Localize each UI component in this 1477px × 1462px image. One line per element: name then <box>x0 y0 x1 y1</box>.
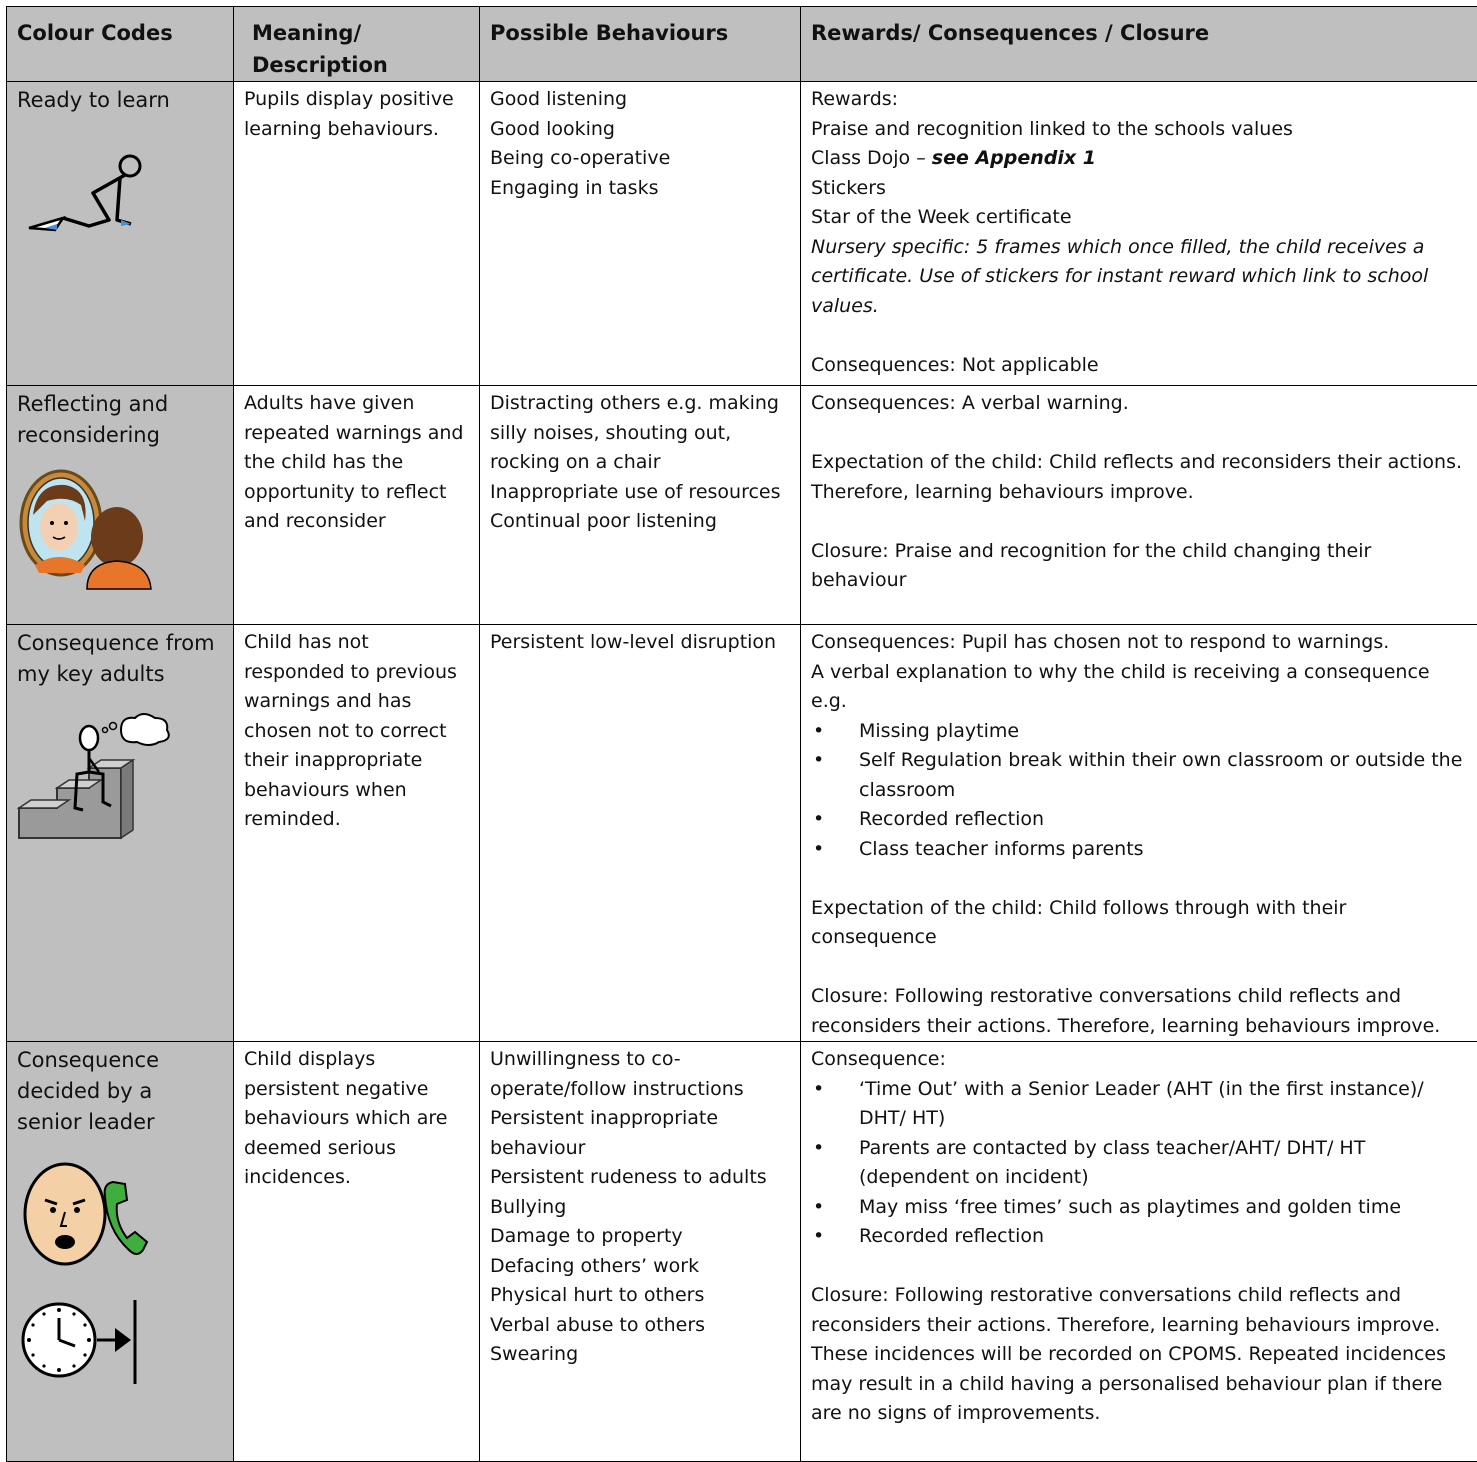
colour-code-cell <box>7 1042 234 1462</box>
closure-text: Closure: Following restorative conversations child reflects and reconsiders their actions. Therefore, learning behaviours improve. <box>811 982 1467 1041</box>
consequence-heading: Consequence: <box>811 1045 1467 1075</box>
behaviours-cell <box>480 1042 801 1462</box>
meaning-cell: Child has not responded to previous warnings and has chosen not to correct their inappropriate behaviours when reminded. <box>234 625 480 1042</box>
behaviour-item: Persistent rudeness to adults <box>490 1163 790 1193</box>
list-item: • ‘Time Out’ with a Senior Leader (AHT (in the first instance)/ DHT/ HT) <box>849 1075 1467 1134</box>
table-row <box>7 82 1477 386</box>
consequence-text: Consequences: A verbal warning. <box>811 389 1467 419</box>
colour-code-cell <box>7 82 234 386</box>
list-item: • Self Regulation break within their own classroom or outside the classroom <box>849 746 1467 805</box>
thinking-on-steps-icon <box>17 712 177 842</box>
behaviour-item: Persistent inappropriate behaviour <box>490 1104 790 1163</box>
explanation-text: A verbal explanation to why the child is receiving a consequence e.g. <box>811 658 1467 717</box>
table-row <box>7 1042 1477 1462</box>
colour-code-cell <box>7 625 234 1042</box>
colour-code-label: Reflecting and reconsidering <box>17 389 223 451</box>
behaviours-cell <box>480 386 801 625</box>
rewards-heading: Rewards: <box>811 85 1467 115</box>
list-item: • Recorded reflection <box>849 1222 1467 1252</box>
behaviour-table <box>6 6 1477 1462</box>
header-row <box>7 7 1477 82</box>
mirror-reflection-icon <box>17 465 157 590</box>
behaviour-item: Damage to property <box>490 1222 790 1252</box>
header-colour-codes: Colour Codes <box>7 7 234 82</box>
meaning-cell: Adults have given repeated warnings and the child has the opportunity to reflect and reconsider <box>234 386 480 625</box>
consequence-text: Consequences: Pupil has chosen not to respond to warnings. <box>811 628 1467 658</box>
behaviour-item: Defacing others’ work <box>490 1252 790 1282</box>
closure-text: Closure: Following restorative conversations child reflects and reconsiders their actions. Therefore, learning behaviours improve. These incidences will be recorded on CPOMS. Repeated incidences may result in a child having a personalised behaviour plan if there are no signs of improvements. <box>811 1281 1467 1429</box>
appendix-reference: see Appendix 1 <box>932 147 1096 169</box>
list-item: • May miss ‘free times’ such as playtimes and golden time <box>849 1193 1467 1223</box>
list-item: • Missing playtime <box>849 717 1467 747</box>
crouching-runner-icon <box>17 138 157 238</box>
reward-item: Star of the Week certificate <box>811 203 1467 233</box>
list-item: • Recorded reflection <box>849 805 1467 835</box>
closure-text: Closure: Praise and recognition for the child changing their behaviour <box>811 537 1467 596</box>
expectation-text: Expectation of the child: Child reflects and reconsiders their actions. Therefore, learning behaviours improve. <box>811 448 1467 507</box>
header-behaviours: Possible Behaviours <box>480 7 801 82</box>
meaning-cell: Pupils display positive learning behaviours. <box>234 82 480 386</box>
behaviour-item: Unwillingness to co-operate/follow instructions <box>490 1045 790 1104</box>
header-meaning: Meaning/ Description <box>234 7 480 82</box>
rewards-cell <box>801 625 1477 1042</box>
nursery-note: Nursery specific: 5 frames which once filled, the child receives a certificate. Use of stickers for instant reward which link to school values. <box>811 233 1467 322</box>
behaviour-item: Being co-operative <box>490 144 790 174</box>
behaviour-item: Persistent low-level disruption <box>490 628 790 658</box>
phone-call-face-icon <box>17 1160 157 1270</box>
behaviour-item: Distracting others e.g. making silly noises, shouting out, rocking on a chair <box>490 389 790 478</box>
consequence-list <box>811 717 1467 865</box>
colour-code-label: Ready to learn <box>17 85 223 116</box>
behaviour-item: Bullying <box>490 1193 790 1223</box>
reward-item <box>811 144 1467 174</box>
header-rewards: Rewards/ Consequences / Closure <box>801 7 1477 82</box>
behaviours-cell <box>480 82 801 386</box>
reward-item: Praise and recognition linked to the schools values <box>811 115 1467 145</box>
rewards-cell <box>801 1042 1477 1462</box>
colour-code-label: Consequence from my key adults <box>17 628 223 690</box>
table-row <box>7 625 1477 1042</box>
behaviour-item: Swearing <box>490 1340 790 1370</box>
meaning-cell: Child displays persistent negative behaviours which are deemed serious incidences. <box>234 1042 480 1462</box>
table-row <box>7 386 1477 625</box>
expectation-text: Expectation of the child: Child follows through with their consequence <box>811 894 1467 953</box>
behaviour-item: Continual poor listening <box>490 507 790 537</box>
behaviour-item: Verbal abuse to others <box>490 1311 790 1341</box>
behaviour-item: Inappropriate use of resources <box>490 478 790 508</box>
consequence-list <box>811 1075 1467 1252</box>
behaviour-item: Good looking <box>490 115 790 145</box>
reward-item: Stickers <box>811 174 1467 204</box>
colour-code-cell <box>7 386 234 625</box>
rewards-cell <box>801 82 1477 386</box>
colour-code-label: Consequence decided by a senior leader <box>17 1045 223 1138</box>
behaviours-cell <box>480 625 801 1042</box>
behaviour-item: Good listening <box>490 85 790 115</box>
behaviour-item: Engaging in tasks <box>490 174 790 204</box>
list-item: • Class teacher informs parents <box>849 835 1467 865</box>
list-item: • Parents are contacted by class teacher/AHT/ DHT/ HT (dependent on incident) <box>849 1134 1467 1193</box>
rewards-cell <box>801 386 1477 625</box>
reward-text: Class Dojo – <box>811 147 932 169</box>
consequence-text: Consequences: Not applicable <box>811 351 1467 381</box>
behaviour-item: Physical hurt to others <box>490 1281 790 1311</box>
clock-time-out-icon <box>17 1296 157 1386</box>
